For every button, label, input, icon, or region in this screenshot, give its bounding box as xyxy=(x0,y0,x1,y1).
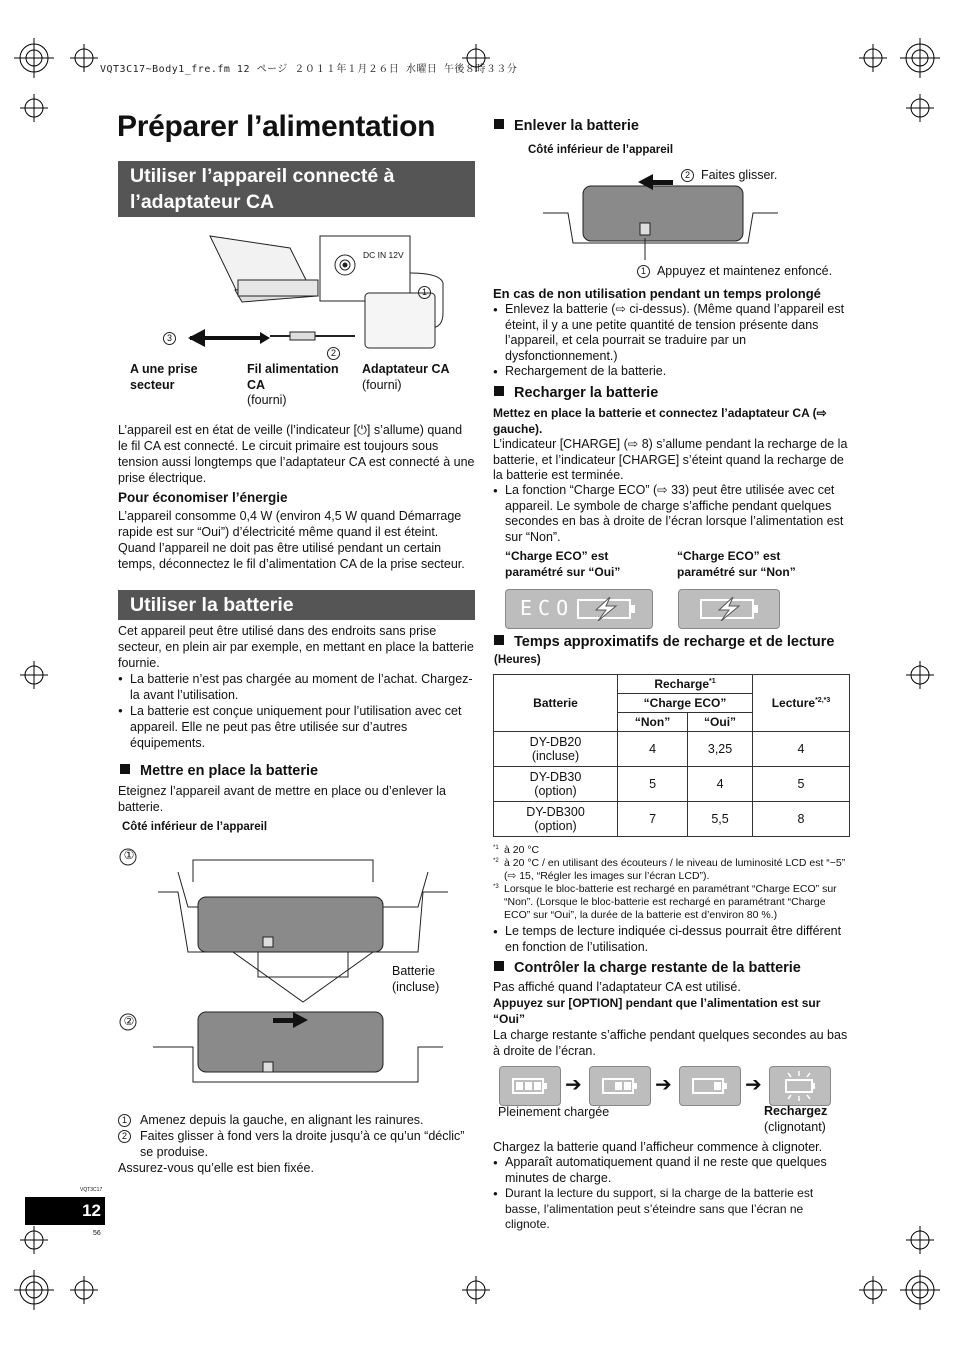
final-text: Chargez la batterie quand l’afficheur commence à clignoter. xyxy=(493,1140,823,1154)
th-lecture-text: Lecture xyxy=(771,696,816,710)
row-non: 4 xyxy=(618,732,688,767)
row-sub: (option) xyxy=(534,784,577,798)
eco-energy-heading: Pour économiser l’énergie xyxy=(118,490,288,505)
callout-1 xyxy=(418,283,431,301)
row-lecture: 4 xyxy=(753,732,850,767)
caption-fil-title: Fil alimentation CA xyxy=(247,362,339,392)
temps-unit: (Heures) xyxy=(494,654,541,666)
row-non: 7 xyxy=(618,802,688,837)
controler-heading-text: Contrôler la charge restante de la batterie xyxy=(514,960,801,976)
caption-adaptateur-sub: (fourni) xyxy=(362,377,402,392)
footnote-1 xyxy=(493,844,850,857)
file-header: VQT3C17~Body1_fre.fm 12 ページ ２０１１年１月２６日 水曜日 午後８時３３分 xyxy=(100,64,518,75)
controler-text-1: Pas affiché quand l’adaptateur CA est utilisé. xyxy=(493,980,741,994)
faites-number: 2 xyxy=(681,169,694,182)
insert-step-1-text: Amenez depuis la gauche, en alignant les rainures. xyxy=(140,1113,424,1127)
banner-adaptateur-text: Utiliser l’appareil connecté à l’adaptateur CA xyxy=(130,165,395,213)
caption-fil xyxy=(247,362,357,409)
temps-bullet xyxy=(493,924,850,955)
page-title: Préparer l’alimentation xyxy=(117,110,436,143)
footnote-3-text: Lorsque le bloc-batterie est rechargé en paramétrant “Charge ECO” sur “Non”. (Lorsque le bloc-batterie est rechargé en paramétrant “Charge ECO” sur “Oui”, la durée de la batterie est d’environ 80 %.) xyxy=(504,883,837,921)
faites-glisser xyxy=(681,168,777,184)
recharger-heading xyxy=(494,385,658,401)
footnote-3-mark: *3 xyxy=(493,884,499,890)
final-bullet-1: ● Apparaît automatiquement quand il ne reste que quelques minutes de charge. xyxy=(493,1155,850,1186)
standby-paragraph: L’appareil est en état de veille (l’indicateur [⏻] s’allume) quand le fil CA est connecté. Le circuit primaire est toujours sous tension aussi longtemps que l’adaptateur CA est connecté à une prise électrique. xyxy=(118,423,475,485)
battery-full-glyph xyxy=(500,1067,560,1105)
eco-oui-icon xyxy=(505,589,653,629)
section-banner-batterie xyxy=(118,590,475,620)
insert-step-2 xyxy=(118,1128,475,1160)
battery-empty-blinking-icon xyxy=(769,1066,831,1106)
th-charge-eco: “Charge ECO” xyxy=(618,694,753,713)
caption-fil-sub: (fourni) xyxy=(247,393,287,407)
caption-adaptateur-title: Adaptateur CA xyxy=(362,362,450,376)
enlever-heading xyxy=(494,118,639,134)
battery-empty-glyph xyxy=(770,1067,830,1105)
cote-inferieur-label-left: Côté inférieur de l’appareil xyxy=(122,821,268,833)
banner-batterie-text: Utiliser la batterie xyxy=(130,594,294,616)
arrow-right-icon: ➔ xyxy=(565,1074,582,1096)
th-recharge xyxy=(618,675,753,694)
table-row xyxy=(494,732,850,767)
battery-remove-illustration xyxy=(538,168,788,278)
battery-two-thirds-icon xyxy=(589,1066,651,1106)
battery-two-glyph xyxy=(590,1067,650,1105)
rechargez-label xyxy=(764,1104,844,1135)
eco-non-icon xyxy=(678,589,780,629)
eco-bullet-1: ● La fonction “Charge ECO” (⇨ 33) peut être utilisée avec cet appareil. Le symbole de charge s’affiche pendant quelques secondes en bas à droite de l’écran lorsque l’alimentation est sur “Non”. xyxy=(493,483,850,545)
temps-bullet-1: ● Le temps de lecture indiquée ci-dessus pourrait être différent en fonction de l’utilisation. xyxy=(493,924,850,955)
row-lecture: 5 xyxy=(753,767,850,802)
row-oui: 4 xyxy=(688,767,753,802)
prolonge-bullet-1: ● Enlevez la batterie (⇨ ci-dessus). (Même quand l’appareil est éteint, il y a une petite quantité de tension présente dans l’appareil, et cela pourrait se traduire par un dysfonctionnement.) xyxy=(493,302,850,364)
charge-lightning-icon xyxy=(576,597,638,621)
temps-heading-text: Temps approximatifs de recharge et de lecture xyxy=(514,634,835,650)
step-2-number: 2 xyxy=(118,1130,131,1143)
assurez-text: Assurez-vous qu’elle est bien fixée. xyxy=(118,1161,314,1175)
callout-2 xyxy=(327,344,340,362)
step-1-number: 1 xyxy=(118,1114,131,1127)
callout-1-number: 1 xyxy=(418,286,431,299)
caption-prise: A une prise secteur xyxy=(130,362,198,392)
mettre-heading-text: Mettre en place la batterie xyxy=(140,763,319,779)
battery-one-third-icon xyxy=(679,1066,741,1106)
temps-heading xyxy=(494,634,844,669)
battery-intro: Cet appareil peut être utilisé dans des endroits sans prise secteur, en plein air par exemple, en mettant en place la batterie fournie. xyxy=(118,624,474,670)
insert-step-1 xyxy=(118,1112,475,1128)
prolonge-bullets xyxy=(493,302,850,380)
appuyez-maintenez xyxy=(637,264,832,280)
th-batterie: Batterie xyxy=(494,675,618,732)
final-bullet-2: ● Durant la lecture du support, si la charge de la batterie est basse, l’alimentation peut s’éteindre sans que l’écran ne clignote. xyxy=(493,1186,850,1233)
arrow-right-icon: ➔ xyxy=(745,1074,762,1096)
row-sub: (incluse) xyxy=(531,749,580,763)
row-oui: 5,5 xyxy=(688,802,753,837)
footnote-1-text: à 20 °C xyxy=(504,844,540,856)
batterie-sub: (incluse) xyxy=(392,979,440,994)
battery-bullet-2: ● La batterie est conçue uniquement pour l’utilisation avec cet appareil. Elle ne peut pas être utilisée sur d’autres équipements. xyxy=(118,703,475,751)
callout-2-number: 2 xyxy=(327,347,340,360)
callout-3-number: 3 xyxy=(163,332,176,345)
step1-marker: ① xyxy=(123,848,135,862)
pleinement-label: Pleinement chargée xyxy=(498,1105,610,1119)
step2-marker: ② xyxy=(123,1014,135,1028)
enlever-heading-text: Enlever la batterie xyxy=(514,118,639,134)
controler-text-2: La charge restante s’affiche pendant quelques secondes au bas à droite de l’écran. xyxy=(493,1028,848,1058)
prolonge-bullet-2: ● Rechargement de la batterie. xyxy=(493,364,850,380)
appuyez-text: Appuyez et maintenez enfoncé. xyxy=(656,264,833,278)
th-recharge-text: Recharge xyxy=(654,677,710,691)
eco-bullet xyxy=(493,483,850,545)
code-small: VQT3C17 xyxy=(80,1187,103,1193)
footnote-2 xyxy=(493,857,850,883)
footnote-2-mark: *2 xyxy=(493,858,499,864)
row-name: DY-DB300 xyxy=(526,805,585,819)
row-sub: (option) xyxy=(534,819,577,833)
insert-steps xyxy=(118,1112,475,1176)
battery-level-sequence xyxy=(499,1066,839,1106)
th-non: “Non” xyxy=(618,713,688,732)
eco-non-label: “Charge ECO” est paramétré sur “Non” xyxy=(677,549,796,579)
charge-lightning-icon-2 xyxy=(699,597,761,621)
row-battery-name xyxy=(494,802,618,837)
row-battery-name xyxy=(494,767,618,802)
footnote-3 xyxy=(493,883,850,922)
controler-heading xyxy=(494,960,801,976)
code-small-2: 56 xyxy=(93,1230,101,1237)
footnotes xyxy=(493,844,850,922)
table-header-row-1 xyxy=(494,675,850,694)
recharger-text: L’indicateur [CHARGE] (⇨ 8) s’allume pendant la recharge de la batterie, et l’indicateur [CHARGE] s’éteint quand la recharge de la batterie est terminée. xyxy=(493,437,848,482)
recharger-bold: Mettez en place la batterie et connectez l’adaptateur CA (⇨ gauche). xyxy=(493,406,827,436)
controler-bold: Appuyez sur [OPTION] pendant que l’alimentation est sur “Oui” xyxy=(493,996,821,1026)
footnote-1-mark: *1 xyxy=(493,845,499,851)
callout-3 xyxy=(163,329,176,347)
table-row xyxy=(494,802,850,837)
ac-connection-illustration xyxy=(160,228,460,363)
final-bullets xyxy=(493,1155,850,1233)
row-name: DY-DB20 xyxy=(529,735,582,749)
battery-bullets xyxy=(118,671,475,751)
row-oui: 3,25 xyxy=(688,732,753,767)
eco-oui-label: “Charge ECO” est paramétré sur “Oui” xyxy=(505,549,621,579)
rechargez-text: Rechargez xyxy=(764,1104,828,1118)
batterie-label: Batterie xyxy=(392,964,436,978)
insert-step-2-text: Faites glisser à fond vers la droite jusqu’à ce qu’un “déclic” se produise. xyxy=(140,1129,465,1159)
arrow-right-icon: ➔ xyxy=(655,1074,672,1096)
clignotant-text: (clignotant) xyxy=(764,1119,826,1134)
batterie-incluse-label xyxy=(392,964,462,995)
eco-icon-text: ECO xyxy=(520,596,575,620)
battery-full-icon xyxy=(499,1066,561,1106)
th-lecture xyxy=(753,675,850,732)
faites-text: Faites glisser. xyxy=(700,168,778,182)
mettre-text: Eteignez l’appareil avant de mettre en place ou d’enlever la batterie. xyxy=(118,784,446,814)
section-banner-adaptateur xyxy=(118,161,475,217)
caption-adaptateur xyxy=(362,362,472,393)
dc-in-label: DC IN 12V xyxy=(363,250,404,260)
th-oui: “Oui” xyxy=(688,713,753,732)
mettre-heading xyxy=(120,763,318,779)
cote-inferieur-label-right: Côté inférieur de l’appareil xyxy=(528,144,674,156)
eco-energy-text: L’appareil consomme 0,4 W (environ 4,5 W quand Démarrage rapide est sur “Oui”) d’électricité même quand il est éteint. Quand l’appareil ne doit pas être utilisé pendant un certain temps, déconnectez le fil d’alimentation CA de la prise secteur. xyxy=(118,509,465,571)
th-recharge-sup: *1 xyxy=(709,678,716,685)
recharger-heading-text: Recharger la batterie xyxy=(514,385,659,401)
page-number: 12 xyxy=(25,1197,105,1225)
prolonge-heading: En cas de non utilisation pendant un temps prolongé xyxy=(493,286,821,301)
appuyez-number: 1 xyxy=(637,265,650,278)
row-non: 5 xyxy=(618,767,688,802)
row-name: DY-DB30 xyxy=(529,770,582,784)
row-lecture: 8 xyxy=(753,802,850,837)
table-row xyxy=(494,767,850,802)
recharge-table xyxy=(493,674,850,837)
battery-bullet-1: ● La batterie n’est pas chargée au moment de l’achat. Chargez-la avant l’utilisation. xyxy=(118,671,475,703)
footnote-2-text: à 20 °C / en utilisant des écouteurs / le niveau de luminosité LCD est “−5” (⇨ 15, “Régler les images sur l’écran LCD”). xyxy=(504,857,846,882)
th-lecture-sup: *2,*3 xyxy=(815,697,831,704)
battery-one-glyph xyxy=(680,1067,740,1105)
row-battery-name xyxy=(494,732,618,767)
